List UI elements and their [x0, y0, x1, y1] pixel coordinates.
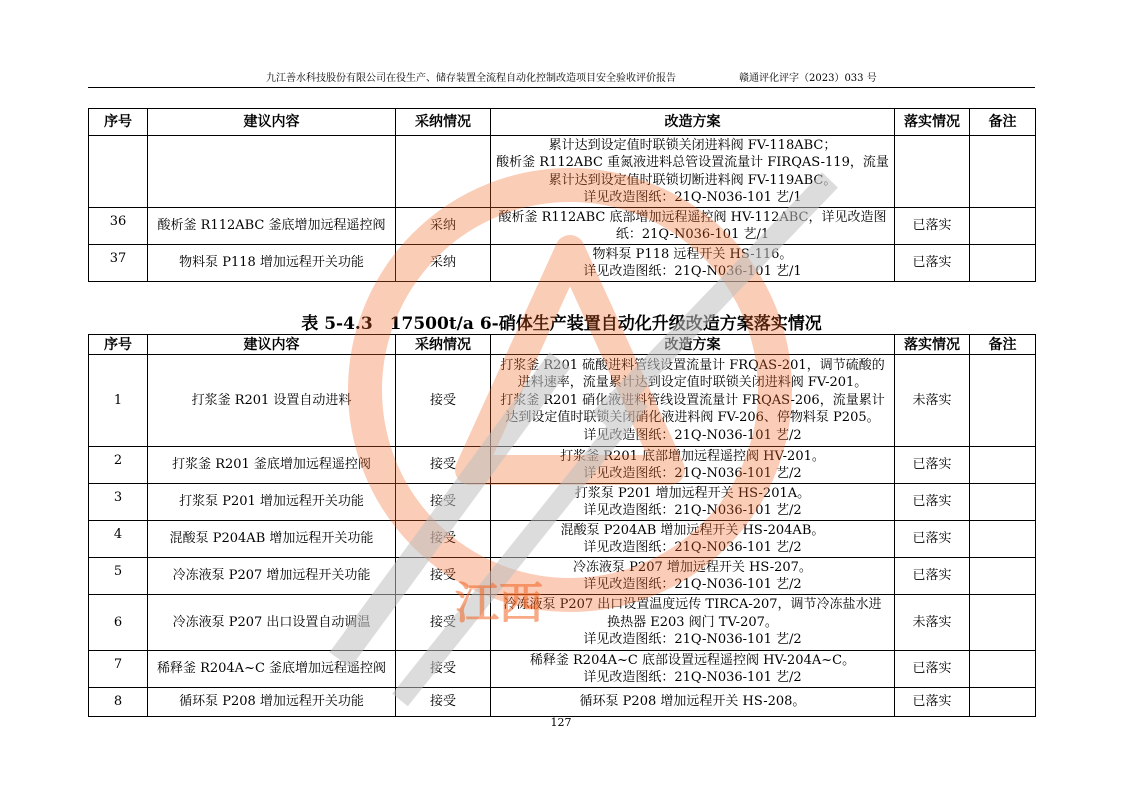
- row-status: 已落实: [895, 651, 970, 688]
- plan-line: 酸析釜 R112ABC 底部增加远程遥控阀 HV-112ABC，详见改造图: [498, 209, 887, 225]
- col-header-status: 落实情况: [895, 109, 970, 136]
- row-plan: [491, 355, 895, 447]
- row-content: 冷冻液泵 P207 增加远程开关功能: [148, 558, 396, 595]
- col-header-no: 序号: [89, 335, 148, 355]
- row-plan: [491, 447, 895, 484]
- row-content: 打浆釜 R201 釜底增加远程遥控阀: [148, 447, 396, 484]
- row-no: 1: [89, 355, 148, 447]
- row-no: 3: [89, 484, 148, 521]
- plan-line: 进料速率，流量累计达到设定值时联锁关闭进料阀 FV-201。: [517, 375, 868, 391]
- row-adopt: 接受: [396, 521, 491, 558]
- plan-line: 冷冻液泵 P207 出口设置温度远传 TIRCA-207，调节冷冻盐水进: [503, 597, 882, 613]
- table-row: [89, 521, 1036, 558]
- row-content: 稀释釜 R204A~C 釜底增加远程遥控阀: [148, 651, 396, 688]
- row-no: 5: [89, 558, 148, 595]
- row-status: 已落实: [895, 558, 970, 595]
- table-caption: 表 5-4.3 17500t/a 6-硝体生产装置自动化升级改造方案落实情况: [301, 314, 822, 334]
- plan-line: 达到设定值时联锁关闭硝化液进料阀 FV-206、停物料泵 P205。: [505, 410, 880, 426]
- row-note: [970, 208, 1036, 245]
- row-no: 6: [89, 595, 148, 651]
- col-header-no: 序号: [89, 109, 148, 136]
- plan-line: 物料泵 P118 远程开关 HS-116。: [592, 246, 793, 262]
- col-header-plan: 改造方案: [491, 335, 895, 355]
- row-plan: [491, 688, 895, 717]
- plan-line: 酸析釜 R112ABC 重氮液进料总管设置流量计 FIRQAS-119，流量: [496, 155, 889, 170]
- row-content: 混酸泵 P204AB 增加远程开关功能: [148, 521, 396, 558]
- table-continued: [88, 108, 1036, 282]
- watermark-text: 江西: [455, 578, 543, 629]
- row-no: 4: [89, 521, 148, 558]
- plan-line: 打浆釜 R201 硫酸进料管线设置流量计 FRQAS-201，调节硫酸的: [500, 357, 885, 373]
- row-adopt: 接受: [396, 688, 491, 717]
- col-header-note: 备注: [970, 109, 1036, 136]
- row-status: 已落实: [895, 447, 970, 484]
- page-header: [88, 72, 1035, 88]
- row-status: 已落实: [895, 484, 970, 521]
- table-row: [89, 136, 1036, 208]
- row-plan: [491, 521, 895, 558]
- row-plan: [491, 595, 895, 651]
- table-row: [89, 245, 1036, 282]
- row-adopt: [396, 136, 491, 208]
- table-row: [89, 688, 1036, 717]
- row-note: [970, 558, 1036, 595]
- plan-line: 冷冻液泵 P207 增加远程开关 HS-207。: [573, 559, 812, 575]
- row-plan: [491, 245, 895, 282]
- plan-line: 纸：21Q-N036-101 艺/1: [615, 227, 770, 242]
- plan-line: 稀释釜 R204A~C 底部设置远程遥控阀 HV-204A~C。: [529, 652, 856, 668]
- row-content: 循环泵 P208 增加远程开关功能: [148, 688, 396, 717]
- row-status: 已落实: [895, 688, 970, 717]
- row-adopt: 接受: [396, 558, 491, 595]
- page-number: 127: [550, 716, 572, 729]
- row-note: [970, 447, 1036, 484]
- document-number: 赣通评化评字（2023）033 号: [739, 73, 877, 84]
- row-note: [970, 245, 1036, 282]
- plan-line: 详见改造图纸：21Q-N036-101 艺/2: [583, 540, 802, 555]
- table-row: [89, 651, 1036, 688]
- plan-line: 详见改造图纸：21Q-N036-101 艺/1: [583, 264, 802, 279]
- plan-line: 详见改造图纸：21Q-N036-101 艺/1: [583, 190, 802, 205]
- row-status: 未落实: [895, 595, 970, 651]
- row-content: 打浆釜 R201 设置自动进料: [148, 355, 396, 447]
- row-plan: [491, 208, 895, 245]
- row-note: [970, 595, 1036, 651]
- row-plan: [491, 651, 895, 688]
- plan-line: 详见改造图纸：21Q-N036-101 艺/2: [583, 466, 802, 481]
- row-note: [970, 521, 1036, 558]
- col-header-content: 建议内容: [148, 109, 396, 136]
- col-header-content: 建议内容: [148, 335, 396, 355]
- row-adopt: 采纳: [396, 245, 491, 282]
- row-status: 已落实: [895, 521, 970, 558]
- row-note: [970, 355, 1036, 447]
- table-row: [89, 558, 1036, 595]
- row-note: [970, 688, 1036, 717]
- plan-line: 混酸泵 P204AB 增加远程开关 HS-204AB。: [560, 522, 825, 538]
- plan-line: 详见改造图纸：21Q-N036-101 艺/2: [583, 427, 802, 443]
- row-no: 37: [89, 245, 148, 282]
- plan-line: 详见改造图纸：21Q-N036-101 艺/2: [583, 577, 802, 592]
- col-header-adopt: 采纳情况: [396, 335, 491, 355]
- row-no: 2: [89, 447, 148, 484]
- row-status: 已落实: [895, 208, 970, 245]
- table-header-row: [89, 109, 1036, 136]
- row-content: 冷冻液泵 P207 出口设置自动调温: [148, 595, 396, 651]
- plan-line: 打浆泵 P201 增加远程开关 HS-201A。: [574, 485, 811, 501]
- row-status: 未落实: [895, 355, 970, 447]
- col-header-adopt: 采纳情况: [396, 109, 491, 136]
- row-adopt: 接受: [396, 651, 491, 688]
- row-no: [89, 136, 148, 208]
- plan-line: 累计达到设定值时联锁切断进料阀 FV-119ABC。: [548, 172, 837, 188]
- row-adopt: 接受: [396, 355, 491, 447]
- table-row: [89, 447, 1036, 484]
- plan-line: 详见改造图纸：21Q-N036-101 艺/2: [583, 503, 802, 518]
- col-header-note: 备注: [970, 335, 1036, 355]
- row-note: [970, 484, 1036, 521]
- row-adopt: 采纳: [396, 208, 491, 245]
- table-row: [89, 595, 1036, 651]
- row-status: [895, 136, 970, 208]
- row-content: 打浆泵 P201 增加远程开关功能: [148, 484, 396, 521]
- table-main: [88, 334, 1036, 717]
- plan-line: 打浆釜 R201 底部增加远程遥控阀 HV-201。: [560, 448, 825, 464]
- table-row: [89, 355, 1036, 447]
- row-adopt: 接受: [396, 595, 491, 651]
- table-header-row: [89, 335, 1036, 355]
- report-title: 九江善水科技股份有限公司在役生产、储存装置全流程自动化控制改造项目安全验收评价报告: [266, 73, 676, 84]
- row-adopt: 接受: [396, 447, 491, 484]
- row-plan: [491, 136, 895, 208]
- row-note: [970, 136, 1036, 208]
- plan-line: 累计达到设定值时联锁关闭进料阀 FV-118ABC；: [548, 137, 837, 153]
- row-plan: [491, 484, 895, 521]
- col-header-status: 落实情况: [895, 335, 970, 355]
- row-content: 物料泵 P118 增加远程开关功能: [148, 245, 396, 282]
- row-no: 8: [89, 688, 148, 717]
- row-content: 酸析釜 R112ABC 釜底增加远程遥控阀: [148, 208, 396, 245]
- row-no: 7: [89, 651, 148, 688]
- row-status: 已落实: [895, 245, 970, 282]
- plan-line: 换热器 E203 阀门 TV-207。: [607, 614, 778, 630]
- col-header-plan: 改造方案: [491, 109, 895, 136]
- row-content: [148, 136, 396, 208]
- plan-line: 详见改造图纸：21Q-N036-101 艺/2: [583, 670, 802, 685]
- plan-line: 详见改造图纸：21Q-N036-101 艺/2: [583, 632, 802, 648]
- plan-line: 循环泵 P208 增加远程开关 HS-208。: [579, 694, 806, 710]
- row-plan: [491, 558, 895, 595]
- row-note: [970, 651, 1036, 688]
- table-row: [89, 208, 1036, 245]
- plan-line: 打浆釜 R201 硝化液进料管线设置流量计 FRQAS-206，流量累计: [500, 392, 885, 408]
- row-adopt: 接受: [396, 484, 491, 521]
- row-no: 36: [89, 208, 148, 245]
- table-row: [89, 484, 1036, 521]
